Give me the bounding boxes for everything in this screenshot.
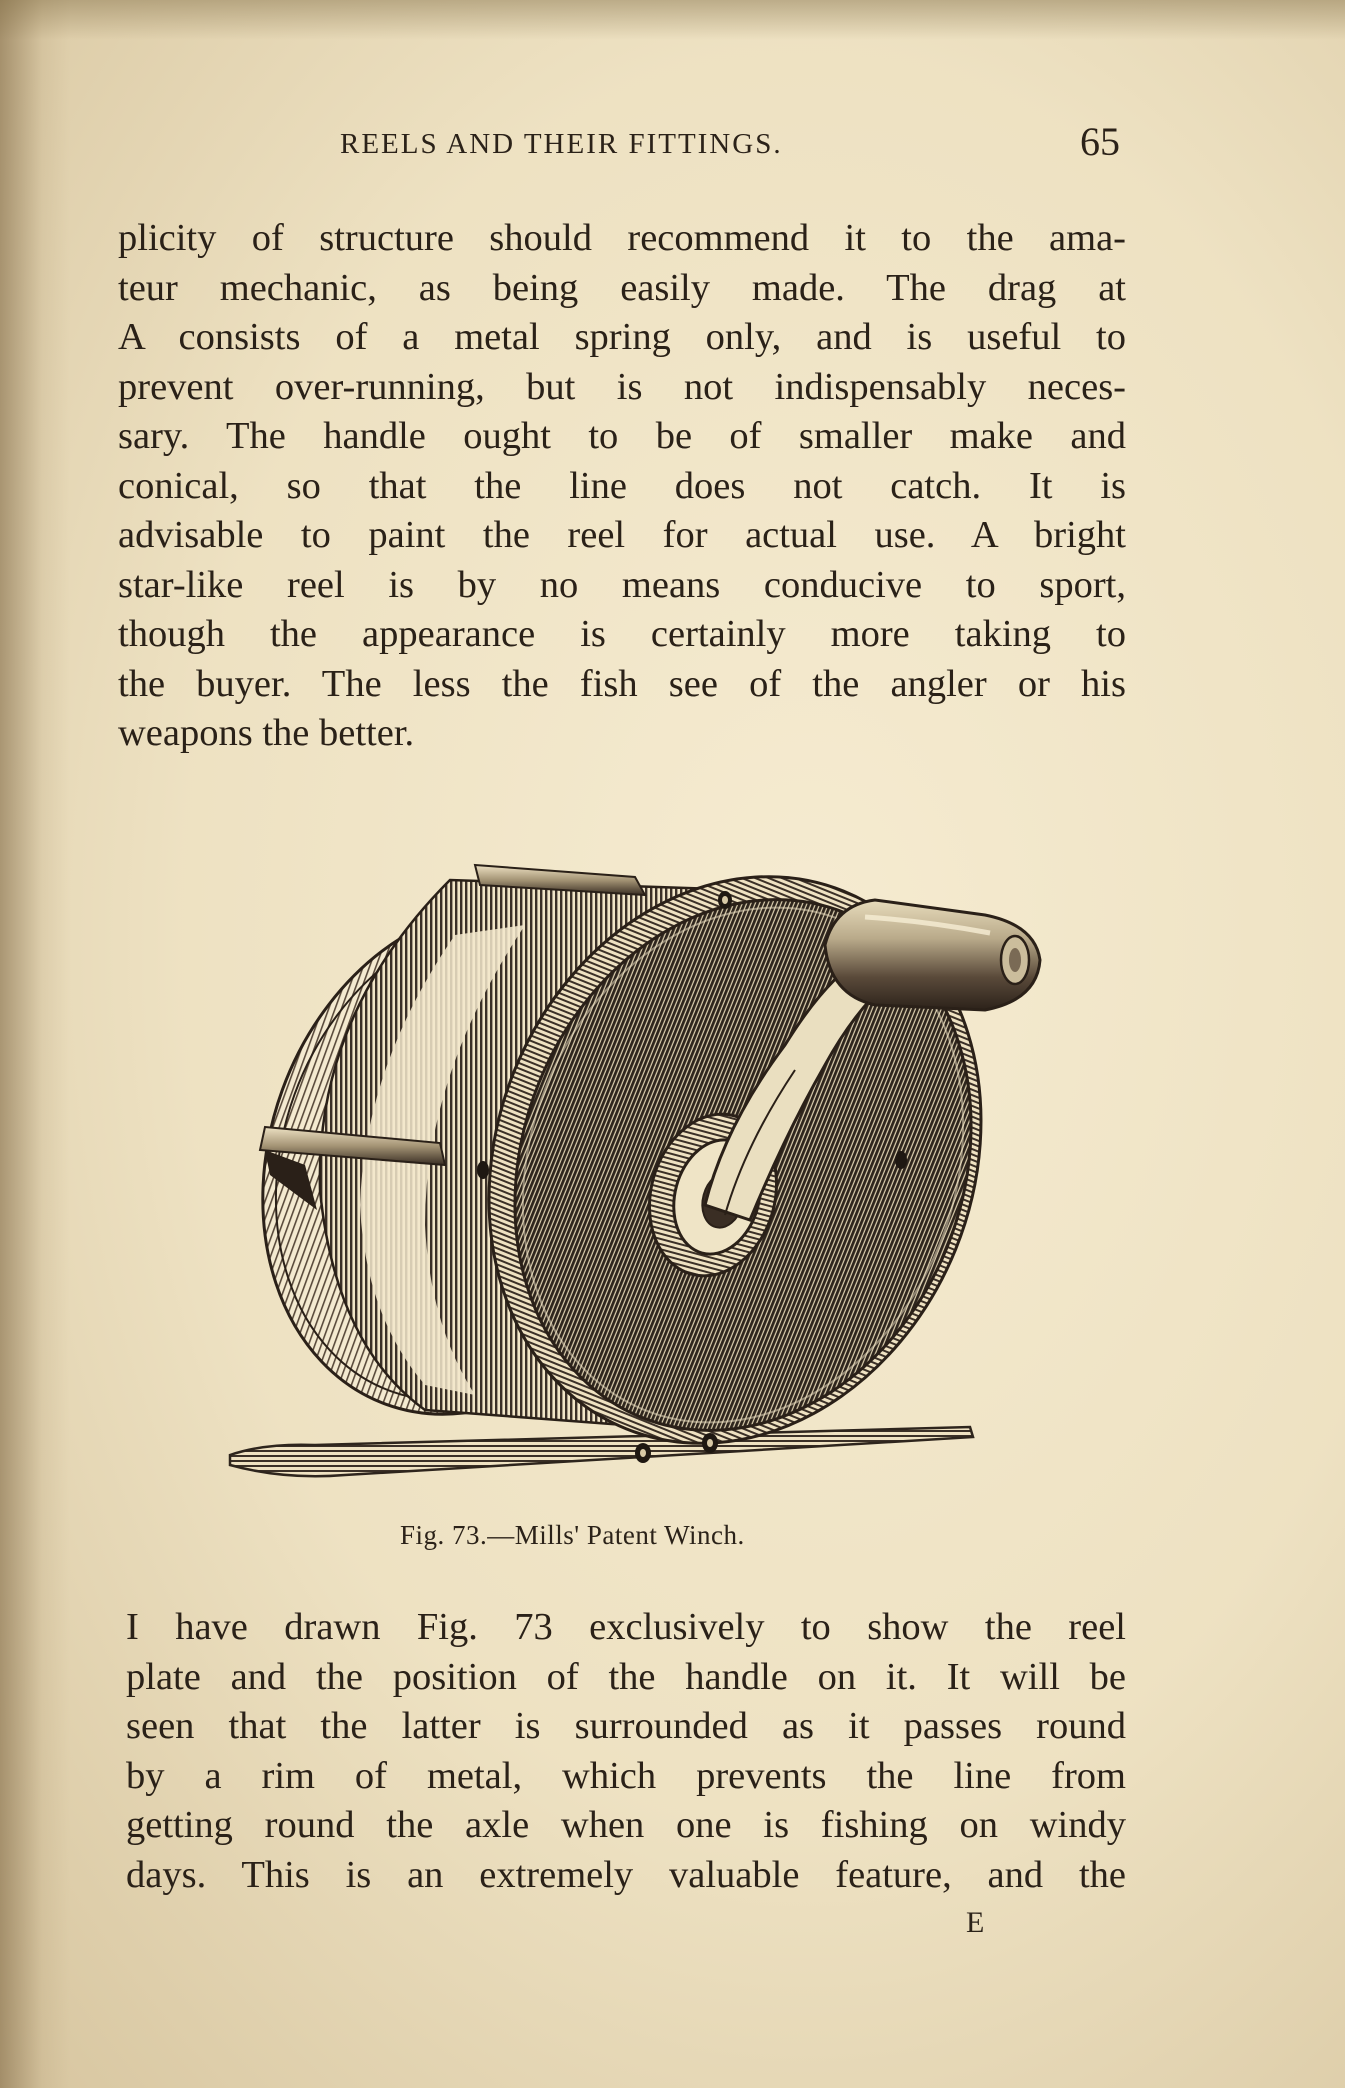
running-head: REELS AND THEIR FITTINGS. [340, 128, 783, 160]
text-line: star-like reel is by no means conducive to sport, [118, 563, 1126, 606]
text-line: though the appearance is certainly more taking to [118, 613, 1126, 655]
signature-mark: E [966, 1906, 985, 1939]
text-line: getting round the axle when one is fishing on windy [126, 1804, 1126, 1846]
text-line: prevent over-running, but is not indispensably neces- [118, 365, 1126, 408]
paragraph-1 [118, 214, 1126, 759]
text-line: seen that the latter is surrounded as it passes round [126, 1705, 1126, 1747]
figure-caption: Fig. 73.—Mills' Patent Winch. [400, 1520, 745, 1550]
paragraph-2 [126, 1603, 1126, 1900]
foot-plate [230, 1427, 973, 1476]
top-edge-shadow [0, 0, 1345, 40]
text-line: plicity of structure should recommend it to the ama- [118, 217, 1126, 259]
text-line: by a rim of metal, which prevents the line from [126, 1754, 1126, 1797]
text-line: A consists of a metal spring only, and is useful to [118, 316, 1126, 358]
text-line: weapons the better. [118, 712, 415, 754]
page-number: 65 [1080, 119, 1120, 164]
binding-shadow [0, 0, 70, 2088]
reel-illustration [225, 825, 1045, 1495]
text-line: conical, so that the line does not catch. It is [118, 464, 1126, 507]
text-line: days. This is an extremely valuable feature, and the [126, 1853, 1126, 1896]
text-line: I have drawn Fig. 73 exclusively to show the reel [126, 1606, 1126, 1648]
text-line: plate and the position of the handle on it. It will be [126, 1655, 1126, 1698]
text-line: teur mechanic, as being easily made. The drag at [118, 266, 1126, 309]
text-line: sary. The handle ought to be of smaller make and [118, 415, 1126, 457]
text-line: advisable to paint the reel for actual use. A bright [118, 514, 1126, 556]
text-line: the buyer. The less the fish see of the angler or his [118, 662, 1126, 705]
